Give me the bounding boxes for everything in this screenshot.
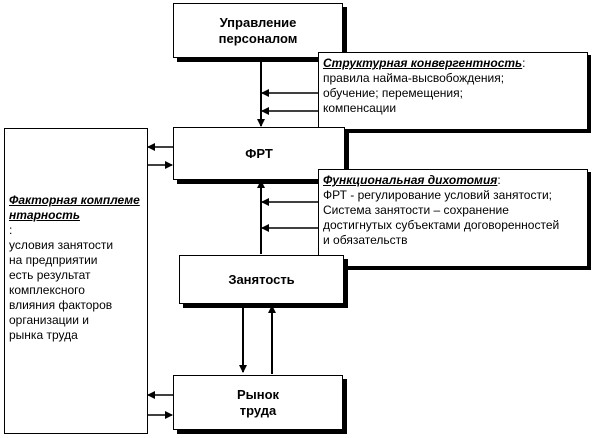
note-factor-line: комплексного bbox=[9, 283, 85, 297]
note-structural-line: компенсации bbox=[323, 101, 397, 115]
node-labor-market-line1: Рынок bbox=[236, 386, 280, 402]
note-functional-line: достигнутых субъектами договоренностей bbox=[323, 218, 560, 232]
note-functional-line: Система занятости – сохранение bbox=[323, 203, 509, 217]
note-factor-line: на предприятии bbox=[9, 253, 98, 267]
note-factor-line: есть результат bbox=[9, 268, 91, 282]
node-management bbox=[173, 3, 343, 58]
note-functional-title-row bbox=[323, 173, 583, 188]
node-labor-market bbox=[173, 375, 343, 430]
note-functional-dichotomy bbox=[318, 169, 588, 267]
note-factor-line: рынка труда bbox=[9, 328, 78, 342]
node-employment bbox=[179, 255, 344, 304]
note-functional-suffix: : bbox=[497, 173, 501, 187]
note-structural-suffix: : bbox=[522, 56, 526, 70]
note-structural-title-row bbox=[323, 56, 583, 71]
note-functional-line: и обязательств bbox=[323, 233, 408, 247]
node-management-line2: персоналом bbox=[218, 30, 298, 46]
note-factor-title: Факторная комплементарность bbox=[9, 193, 140, 222]
note-functional-title: Функциональная дихотомия bbox=[323, 173, 498, 187]
node-labor-market-line2: труда bbox=[239, 402, 277, 418]
note-structural-title: Структурная конвергентность bbox=[323, 56, 523, 70]
note-functional-line: ФРТ - регулирование условий занятости; bbox=[323, 188, 553, 202]
note-factor-line: организации и bbox=[9, 313, 89, 327]
node-frt-label: ФРТ bbox=[245, 145, 273, 161]
note-structural-line: обучение; перемещения; bbox=[323, 86, 463, 100]
note-factor-line: условия занятости bbox=[9, 238, 114, 252]
note-factor-line: влияния факторов bbox=[9, 298, 113, 312]
note-structural-line: правила найма-высвобождения; bbox=[323, 71, 505, 85]
note-factor-complementarity bbox=[4, 128, 148, 434]
node-management-line1: Управление bbox=[219, 14, 297, 30]
note-factor-suffix: : bbox=[9, 223, 13, 237]
note-structural-convergence bbox=[318, 52, 588, 130]
node-employment-label: Занятость bbox=[228, 271, 295, 287]
